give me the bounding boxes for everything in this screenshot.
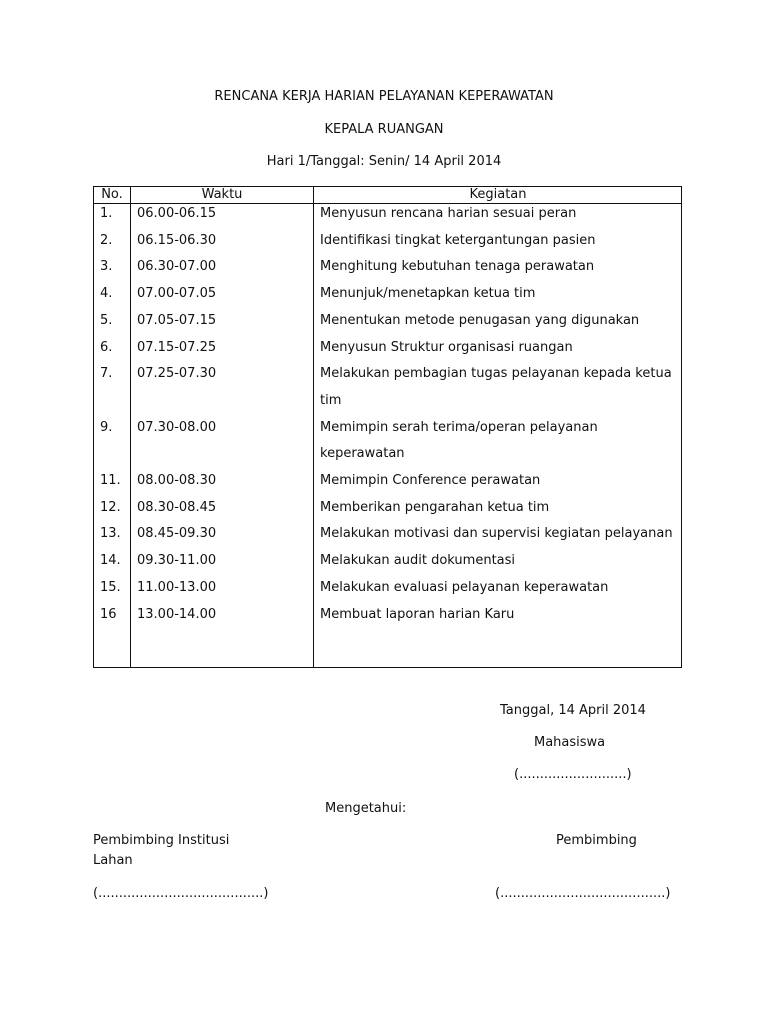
row-kegiatan: Identifikasi tingkat ketergantungan pasien <box>320 233 596 248</box>
left-supervisor-title: Pembimbing Institusi <box>93 833 230 848</box>
row-kegiatan: Membuat laporan harian Karu <box>320 607 515 622</box>
signature-date: Tanggal, 14 April 2014 <box>500 703 646 718</box>
row-no: 1. <box>100 206 113 221</box>
row-kegiatan: Menghitung kebutuhan tenaga perawatan <box>320 259 595 274</box>
row-no: 14. <box>100 553 121 568</box>
row-waktu: 06.15-06.30 <box>137 233 217 248</box>
row-no: 3. <box>100 259 113 274</box>
row-no: 2. <box>100 233 113 248</box>
row-no: 16 <box>100 607 117 622</box>
row-no: 15. <box>100 580 121 595</box>
row-waktu: 07.00-07.05 <box>137 286 217 301</box>
row-waktu: 11.00-13.00 <box>137 580 217 595</box>
row-kegiatan: Memimpin Conference perawatan <box>320 473 541 488</box>
row-kegiatan: Melakukan evaluasi pelayanan keperawatan <box>320 580 609 595</box>
row-kegiatan: Memimpin serah terima/operan pelayanan <box>320 420 598 435</box>
header-no: No. <box>101 187 123 202</box>
row-waktu: 08.00-08.30 <box>137 473 217 488</box>
right-signature-blank: (........................................) <box>495 886 671 901</box>
document-subtitle: KEPALA RUANGAN <box>324 122 444 137</box>
row-no: 7. <box>100 366 113 381</box>
signature-role: Mahasiswa <box>534 735 606 750</box>
row-waktu: 07.05-07.15 <box>137 313 217 328</box>
row-kegiatan: Melakukan pembagian tugas pelayanan kepada ketua <box>320 366 672 381</box>
row-no: 4. <box>100 286 113 301</box>
row-waktu: 13.00-14.00 <box>137 607 217 622</box>
left-supervisor-title-line2: Lahan <box>93 853 133 868</box>
row-waktu: 06.30-07.00 <box>137 259 217 274</box>
schedule-table <box>93 186 682 668</box>
row-waktu: 08.30-08.45 <box>137 500 217 515</box>
left-signature-blank: (........................................) <box>93 886 269 901</box>
document-title: RENCANA KERJA HARIAN PELAYANAN KEPERAWATAN <box>214 89 554 104</box>
row-kegiatan: Melakukan motivasi dan supervisi kegiatan pelayanan <box>320 526 673 541</box>
row-waktu: 09.30-11.00 <box>137 553 217 568</box>
row-waktu: 07.30-08.00 <box>137 420 217 435</box>
row-kegiatan: Melakukan audit dokumentasi <box>320 553 516 568</box>
row-kegiatan: tim <box>320 393 342 408</box>
row-kegiatan: Menentukan metode penugasan yang digunakan <box>320 313 640 328</box>
acknowledged-label: Mengetahui: <box>325 801 407 816</box>
header-waktu: Waktu <box>201 187 243 202</box>
row-waktu: 08.45-09.30 <box>137 526 217 541</box>
row-no: 5. <box>100 313 113 328</box>
row-kegiatan: keperawatan <box>320 446 405 461</box>
row-no: 12. <box>100 500 121 515</box>
row-no: 9. <box>100 420 113 435</box>
row-no: 6. <box>100 340 113 355</box>
row-kegiatan: Menyusun Struktur organisasi ruangan <box>320 340 573 355</box>
row-no: 11. <box>100 473 121 488</box>
date-line: Hari 1/Tanggal: Senin/ 14 April 2014 <box>266 154 502 169</box>
header-kegiatan: Kegiatan <box>469 187 527 202</box>
row-no: 13. <box>100 526 121 541</box>
right-supervisor-title: Pembimbing <box>556 833 637 848</box>
row-kegiatan: Memberikan pengarahan ketua tim <box>320 500 550 515</box>
row-waktu: 06.00-06.15 <box>137 206 217 221</box>
row-waktu: 07.25-07.30 <box>137 366 217 381</box>
row-kegiatan: Menunjuk/menetapkan ketua tim <box>320 286 536 301</box>
row-waktu: 07.15-07.25 <box>137 340 217 355</box>
row-kegiatan: Menyusun rencana harian sesuai peran <box>320 206 577 221</box>
signature-blank: (..........................) <box>514 767 632 782</box>
